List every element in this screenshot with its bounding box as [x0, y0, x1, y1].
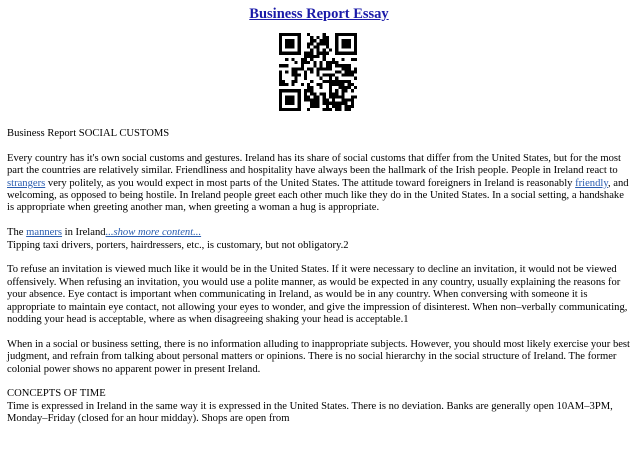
paragraph-greetings: Every country has it's own social customs and gestures. Ireland has its share of social customs that differ from the United States, but for the most part the countries are relatively similar. Friendliness and hospitality have always been the hallmark of the Irish people. People in Ireland react to strangers very politely, as you would expect in most parts of the United States. The attitude toward foreigners in Ireland is reasonably friendly, and welcoming, as opposed to being hostile. In Ireland people greet each other much like they do in the United States. In a social setting, a handshake is appropriate when greeting another man, when greeting a woman a hug is appropriate. — [7, 152, 629, 214]
essay-body — [7, 128, 633, 438]
qr-code-image — [279, 33, 357, 111]
section-heading-social-customs: Business Report SOCIAL CUSTOMS — [7, 128, 170, 139]
paragraph-business-setting: When in a social or business setting, there is no information alluding to inappropriate subjects. However, you should most likely exercise your best judgment, and refrain from talking about personal matters or opinions. There is no social hierarchy in the social structure of Ireland. The former colonial power shows no apparent power in present Ireland. — [7, 338, 631, 375]
section-heading-time: CONCEPTS OF TIME — [7, 388, 106, 400]
paragraph-manners: The manners in Ireland...show more content... Tipping taxi drivers, porters, hairdressers, etc., is customary, but not obligatory.2 — [7, 227, 349, 251]
tipping-line: Tipping taxi drivers, porters, hairdressers, etc., is customary, but not obligatory.2 — [7, 239, 349, 251]
link-manners[interactable]: manners — [26, 227, 63, 239]
paragraph-concepts-of-time: CONCEPTS OF TIME Time is expressed in Ireland in the same way it is expressed in the United States. There is no deviation. Banks are generally open 10AM–3PM, Monday–Friday (closed for an hour midday). Shops are open from — [7, 388, 613, 425]
show-more-link[interactable]: ...show more content... — [105, 227, 202, 239]
essay-title-link[interactable]: Business Report Essay — [249, 6, 389, 22]
link-friendly[interactable]: friendly — [575, 177, 608, 189]
link-strangers[interactable]: strangers — [7, 177, 46, 189]
paragraph-invitations: To refuse an invitation is viewed much like it would be in the United States. If it were necessary to decline an invitation, it would not be viewed offensively. When refusing an invitation, you would use a polite manner, as would be expected in any country, usually explaining the reasons for your absence. Eye contact is important when communicating in Ireland, as would be in any country. When conversing with someone it is appropriate to maintain eye contact, not allowing your eyes to wonder, and give the impression of disinterest. When non–verbally communicating, nodding your head is acceptable, where as when disagreeing shaking your head is acceptable.1 — [7, 264, 628, 326]
